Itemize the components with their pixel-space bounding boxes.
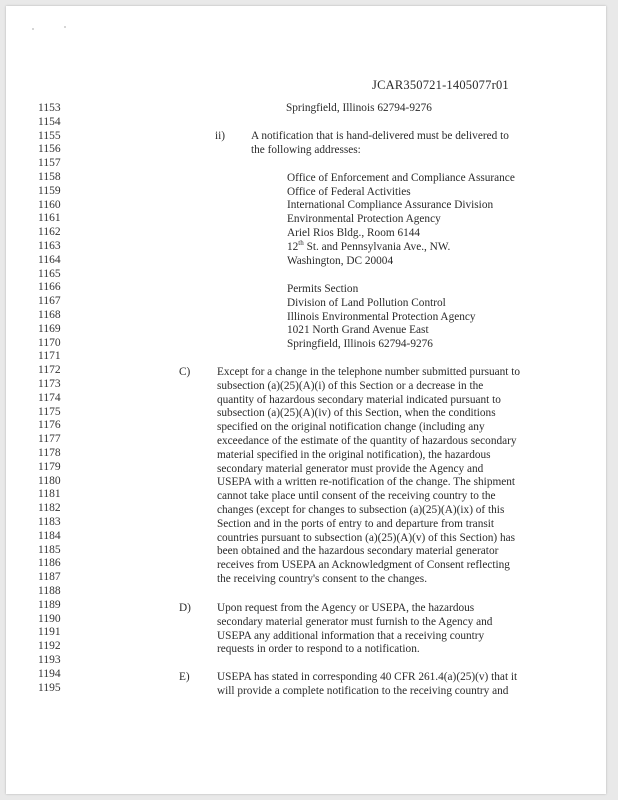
line-number: 1186	[38, 557, 61, 570]
address-line: Division of Land Pollution Control	[287, 297, 446, 309]
address-line: International Compliance Assurance Division	[287, 199, 494, 211]
paragraph-c-line: been obtained and the hazardous secondary material generator	[217, 545, 499, 558]
document-page	[6, 6, 606, 794]
line-number: 1172	[38, 364, 61, 377]
paragraph-d-line: Upon request from the Agency or USEPA, the hazardous	[217, 602, 475, 614]
address-line: Springfield, Illinois 62794-9276	[286, 102, 432, 114]
line-number: 1169	[38, 322, 61, 335]
paragraph-c-line: quantity of hazardous secondary material indicated pursuant to	[217, 393, 501, 406]
paragraph-c-line: USEPA with a written re-notification of the change. The shipment	[217, 476, 516, 489]
item-ii-line: A notification that is hand-delivered must be delivered to	[251, 130, 509, 142]
line-number: 1162	[38, 226, 61, 239]
line-number: 1189	[38, 598, 61, 611]
address-line: Ariel Rios Bldg., Room 6144	[287, 227, 421, 239]
paragraph-d-line: USEPA any additional information that a receiving country	[217, 629, 485, 642]
line-number: 1179	[38, 460, 61, 473]
paragraph-e-line: will provide a complete notification to the receiving country and	[217, 684, 509, 697]
line-number: 1188	[38, 585, 61, 597]
line-number: 1154	[38, 115, 61, 128]
line-number: 1166	[38, 281, 61, 294]
line-number: 1155	[38, 129, 61, 142]
line-number: 1195	[38, 681, 61, 694]
line-number: 1180	[38, 474, 61, 487]
document-header-id: JCAR350721-1405077r01	[372, 78, 509, 92]
line-number: 1181	[38, 488, 61, 501]
paragraph-c-line: specified on the original notification change (including any	[217, 421, 485, 434]
paragraph-label-e: E)	[179, 671, 190, 683]
paragraph-c-line: material specified in the original notification), the hazardous	[217, 448, 491, 461]
line-number: 1191	[38, 626, 61, 639]
address-line-street	[287, 241, 450, 255]
paragraph-e-line: USEPA has stated in corresponding 40 CFR 261.4(a)(25)(v) that it	[217, 671, 518, 683]
address-line: Environmental Protection Agency	[287, 213, 441, 225]
line-number: 1160	[38, 198, 61, 211]
line-number: 1184	[38, 529, 61, 542]
paragraph-c-line: secondary material generator must provide the Agency and	[217, 462, 484, 475]
line-number: 1194	[38, 667, 61, 680]
line-number: 1164	[38, 253, 61, 266]
address-line: 1021 North Grand Avenue East	[287, 324, 429, 336]
line-number: 1177	[38, 433, 61, 446]
paragraph-c-line: Section and in the ports of entry to and departure from transit	[217, 517, 495, 530]
paragraph-c-line: exceedance of the estimate of the quantity of hazardous secondary	[217, 435, 517, 447]
ordinal-suffix: th	[298, 239, 304, 248]
line-number: 1187	[38, 571, 61, 584]
paragraph-c-line: the receiving country's consent to the changes.	[217, 573, 428, 585]
line-number: 1183	[38, 516, 61, 528]
paragraph-label-c: C)	[179, 366, 191, 378]
address-line: Permits Section	[287, 283, 359, 295]
speck	[64, 26, 66, 28]
line-number: 1156	[38, 143, 61, 156]
line-number: 1190	[38, 612, 61, 625]
line-number: 1173	[38, 378, 61, 390]
paragraph-d-line: requests in order to respond to a notification.	[217, 643, 420, 656]
line-number: 1171	[38, 350, 61, 363]
address-line: Springfield, Illinois 62794-9276	[287, 338, 433, 350]
address-line: Office of Federal Activities	[287, 186, 411, 198]
street-rest: St. and Pennsylvania Ave., NW.	[303, 241, 451, 253]
line-number: 1161	[38, 212, 61, 225]
line-number: 1168	[38, 309, 61, 321]
item-label-ii: ii)	[215, 130, 226, 142]
paragraph-c-line: subsection (a)(25)(A)(iv) of this Section, when the conditions	[217, 407, 496, 420]
line-number: 1167	[38, 295, 61, 308]
address-line: Office of Enforcement and Compliance Assurance	[287, 172, 515, 184]
line-number: 1193	[38, 654, 61, 666]
paragraph-c-line: Except for a change in the telephone number submitted pursuant to	[217, 366, 521, 378]
speck	[32, 28, 34, 30]
address-line: Washington, DC 20004	[287, 255, 394, 267]
line-number: 1175	[38, 405, 61, 418]
scan-specks	[30, 20, 90, 34]
line-number: 1178	[38, 447, 61, 459]
paragraph-c-line: cannot take place until consent of the receiving country to the	[217, 490, 496, 503]
paragraph-label-d: D)	[179, 602, 191, 614]
street-number: 12	[287, 241, 299, 253]
line-number: 1170	[38, 336, 61, 349]
line-number: 1163	[38, 240, 61, 252]
paragraph-c-line: countries pursuant to subsection (a)(25)(A)(v) of this Section) has	[217, 531, 516, 544]
line-number: 1174	[38, 391, 61, 404]
paragraph-c-line: receives from USEPA an Acknowledgment of Consent reflecting	[217, 559, 510, 572]
item-ii-line: the following addresses:	[251, 144, 361, 156]
line-number: 1165	[38, 267, 61, 280]
line-number: 1182	[38, 502, 61, 515]
line-number: 1157	[38, 157, 61, 170]
line-number: 1159	[38, 184, 61, 197]
address-line: Illinois Environmental Protection Agency	[287, 311, 476, 323]
line-number: 1192	[38, 640, 61, 653]
line-number: 1153	[38, 102, 61, 114]
paragraph-c-line: subsection (a)(25)(A)(i) of this Section or a decrease in the	[217, 379, 484, 392]
line-number: 1176	[38, 419, 61, 432]
paragraph-d-line: secondary material generator must furnish to the Agency and	[217, 615, 493, 628]
paragraph-c-line: changes (except for changes to subsection (a)(25)(A)(ix) of this	[217, 504, 505, 516]
line-number: 1158	[38, 171, 61, 183]
line-number: 1185	[38, 543, 61, 556]
